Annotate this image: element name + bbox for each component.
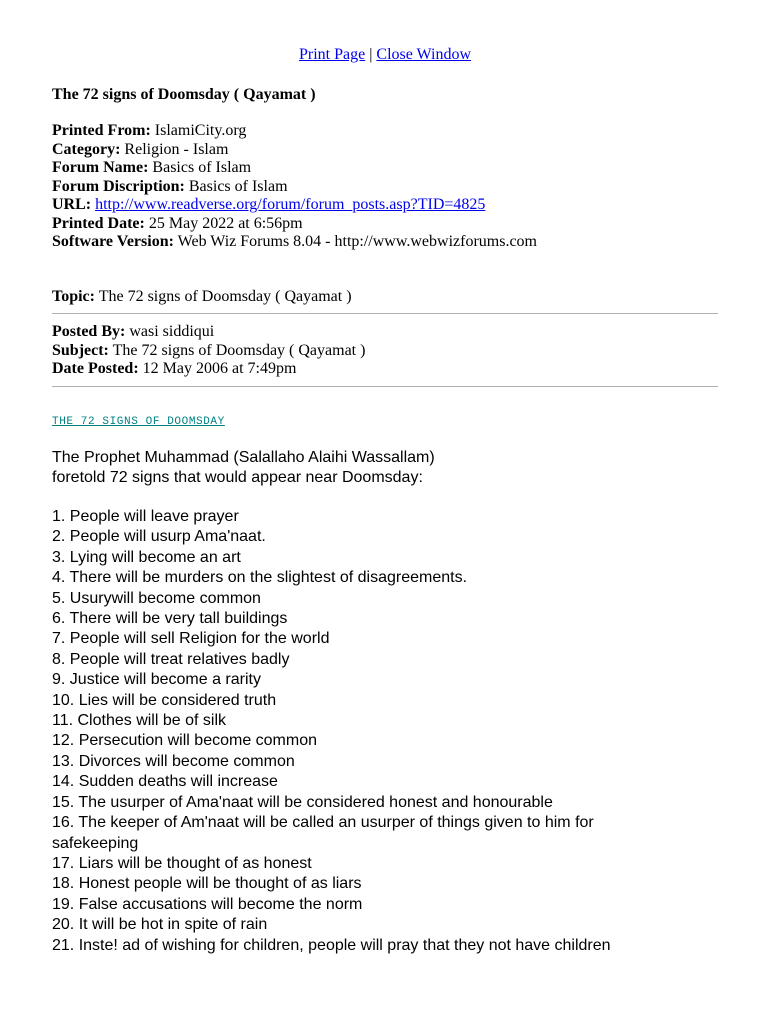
print-page-link[interactable]: Print Page	[298, 46, 366, 63]
category-row	[52, 141, 537, 160]
posted-by-row	[52, 323, 365, 342]
printed-from-value: IslamiCity.org	[154, 122, 247, 139]
intro-line: The Prophet Muhammad (Salallaho Alaihi Wassallam)	[52, 449, 435, 466]
post-heading-link[interactable]: THE 72 SIGNS OF DOOMSDAY	[52, 416, 225, 428]
posted-by-label: Posted By:	[52, 323, 126, 340]
close-window-link[interactable]: Close Window	[376, 46, 472, 63]
list-item: 20. It will be hot in spite of rain	[52, 916, 268, 934]
list-item: 13. Divorces will become common	[52, 752, 295, 770]
category-value: Religion - Islam	[124, 140, 229, 158]
software-version-row	[52, 233, 537, 252]
divider	[52, 313, 718, 314]
list-item: 17. Liars will be thought of as honest	[52, 854, 312, 872]
date-posted-label: Date Posted:	[52, 360, 139, 377]
subject-value: The 72 signs of Doomsday ( Qayamat )	[112, 341, 366, 359]
date-posted-value: 12 May 2006 at 7:49pm	[142, 360, 297, 377]
post-metadata	[52, 323, 365, 379]
list-item: 5. Usurywill become common	[52, 589, 261, 607]
divider	[52, 386, 718, 387]
post-intro	[52, 448, 612, 489]
topic-label: Topic:	[52, 288, 95, 305]
topic-row	[52, 288, 352, 307]
date-posted-row	[52, 360, 365, 379]
forum-description-value: Basics of Islam	[188, 177, 288, 195]
forum-description-row	[52, 178, 537, 197]
list-item: 7. People will sell Religion for the world	[52, 630, 330, 648]
topic-value: The 72 signs of Doomsday ( Qayamat )	[98, 288, 352, 305]
list-item: 6. There will be very tall buildings	[52, 610, 288, 628]
header-links	[52, 46, 718, 65]
intro-line: foretold 72 signs that would appear near Doomsday:	[52, 469, 423, 487]
forum-description-label: Forum Discription:	[52, 177, 185, 195]
forum-name-row	[52, 159, 537, 178]
subject-label: Subject:	[52, 341, 109, 359]
subject-row	[52, 342, 365, 361]
printed-from-row	[52, 122, 537, 141]
forum-name-value: Basics of Islam	[152, 159, 252, 176]
list-item: 21. Inste! ad of wishing for children, people will pray that they not have children	[52, 936, 611, 954]
list-item: 16. The keeper of Am'naat will be called an usurper of things given to him for safekeeping	[52, 814, 594, 852]
printed-from-label: Printed From:	[52, 122, 151, 139]
list-item: 10. Lies will be considered truth	[52, 691, 277, 709]
list-item: 1. People will leave prayer	[52, 508, 239, 525]
document-title: The 72 signs of Doomsday ( Qayamat )	[52, 86, 316, 103]
list-item: 3. Lying will become an art	[52, 548, 241, 566]
list-item: 11. Clothes will be of silk	[52, 712, 226, 730]
list-item: 9. Justice will become a rarity	[52, 671, 261, 689]
list-item: 15. The usurper of Ama'naat will be considered honest and honourable	[52, 793, 553, 811]
posted-by-value: wasi siddiqui	[129, 323, 215, 340]
url-label: URL:	[52, 196, 92, 213]
link-separator: |	[369, 46, 373, 63]
list-item: 2. People will usurp Ama'naat.	[52, 528, 266, 546]
printed-date-value: 25 May 2022 at 6:56pm	[148, 214, 303, 232]
url-link[interactable]: http://www.readverse.org/forum/forum_posts.asp?TID=4825	[95, 196, 486, 213]
list-item: 19. False accusations will become the norm	[52, 895, 363, 913]
software-version-label: Software Version:	[52, 233, 174, 250]
printed-date-row	[52, 215, 537, 234]
print-metadata	[52, 122, 537, 252]
category-label: Category:	[52, 140, 121, 158]
list-item: 14. Sudden deaths will increase	[52, 773, 278, 791]
printed-date-label: Printed Date:	[52, 214, 145, 232]
forum-name-label: Forum Name:	[52, 159, 149, 176]
list-item: 12. Persecution will become common	[52, 732, 318, 750]
signs-list	[52, 507, 612, 956]
list-item: 18. Honest people will be thought of as liars	[52, 875, 362, 893]
list-item: 4. There will be murders on the slightest of disagreements.	[52, 569, 468, 587]
list-item: 8. People will treat relatives badly	[52, 650, 290, 668]
url-row	[52, 196, 537, 215]
software-version-value: Web Wiz Forums 8.04 - http://www.webwizforums.com	[177, 233, 537, 250]
